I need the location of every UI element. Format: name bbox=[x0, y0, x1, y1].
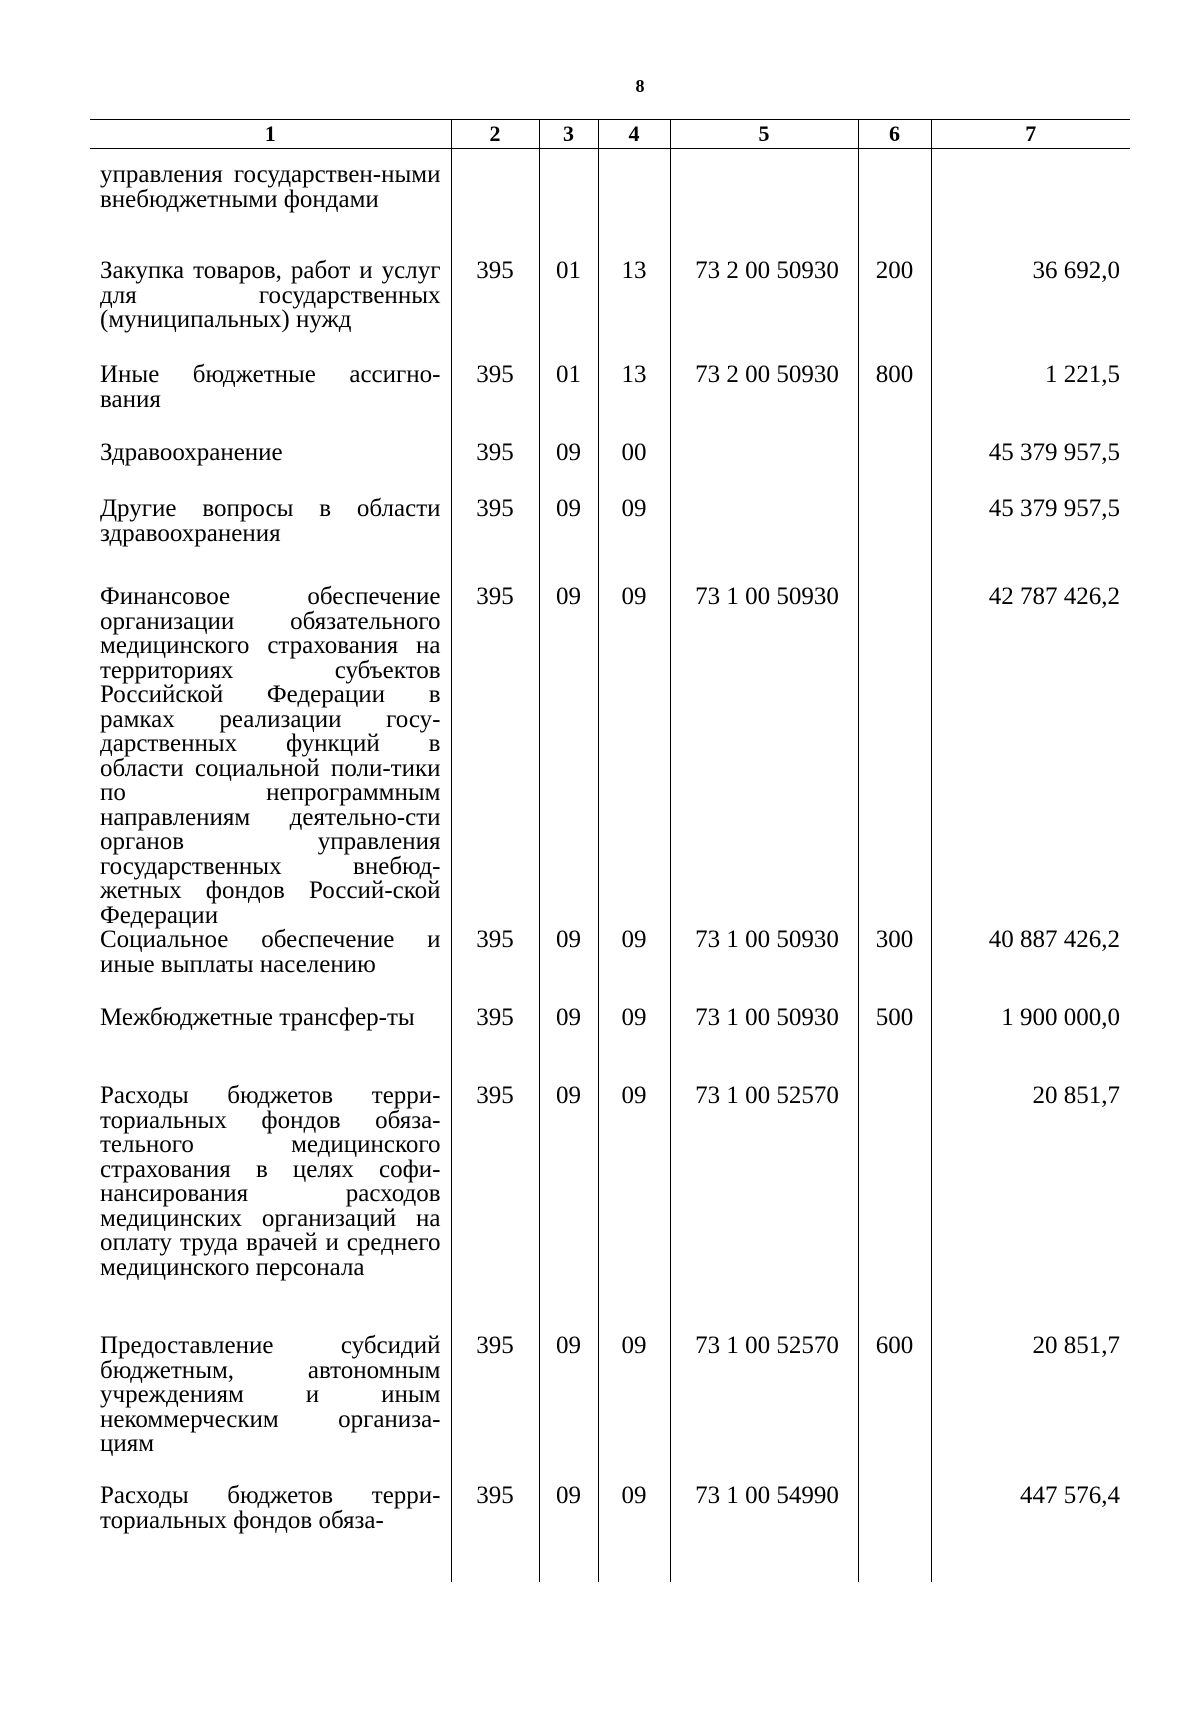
table-row bbox=[90, 928, 1130, 1006]
row-amount: 42 787 426,2 bbox=[931, 585, 1130, 928]
row-admin-code: 395 bbox=[451, 1334, 539, 1484]
row-target-item: 73 1 00 50930 bbox=[670, 1006, 858, 1084]
row-target-item: 73 1 00 52570 bbox=[670, 1084, 858, 1334]
header-col-4: 4 bbox=[598, 120, 670, 149]
header-col-2: 2 bbox=[451, 120, 539, 149]
row-admin-code: 395 bbox=[451, 363, 539, 441]
row-expense-type: 200 bbox=[858, 259, 931, 363]
row-target-item bbox=[670, 497, 858, 585]
row-target-item: 73 1 00 54990 bbox=[670, 1484, 858, 1582]
table-row bbox=[90, 441, 1130, 497]
row-target-item bbox=[670, 441, 858, 497]
row-expense-type bbox=[858, 149, 931, 260]
row-name: Расходы бюджетов терри-ториальных фондов обяза-тельного медицинского страхования в целях софи-нансирования расходов медицинских организаций на оплату труда врачей и среднего медицинского персонала bbox=[100, 1082, 441, 1281]
row-section: 09 bbox=[539, 441, 598, 497]
table-row bbox=[90, 1484, 1130, 1582]
row-subsection: 09 bbox=[598, 497, 670, 585]
row-amount: 20 851,7 bbox=[931, 1084, 1130, 1334]
row-name: Другие вопросы в области здравоохранения bbox=[100, 495, 441, 547]
row-name: Иные бюджетные ассигно-вания bbox=[100, 361, 441, 413]
row-subsection: 09 bbox=[598, 1334, 670, 1484]
row-name: Расходы бюджетов терри-ториальных фондов обяза- bbox=[100, 1482, 441, 1534]
row-name: Финансовое обеспечение организации обязательного медицинского страхования на территориях субъектов Российской Федерации в рамках реализации госу-дарственных функций в области социальной поли-тики по непрограммным направлениям деятельно-сти органов управления государственных внебюд-жетных фондов Россий-ской Федерации bbox=[100, 583, 441, 929]
row-section: 01 bbox=[539, 363, 598, 441]
row-expense-type bbox=[858, 497, 931, 585]
table-row bbox=[90, 585, 1130, 928]
row-name: Межбюджетные трансфер-ты bbox=[100, 1004, 415, 1031]
row-subsection bbox=[598, 149, 670, 260]
row-section bbox=[539, 149, 598, 260]
header-row bbox=[90, 120, 1130, 149]
row-amount: 36 692,0 bbox=[931, 259, 1130, 363]
table-row bbox=[90, 363, 1130, 441]
row-section: 09 bbox=[539, 585, 598, 928]
row-section: 09 bbox=[539, 497, 598, 585]
row-admin-code bbox=[451, 149, 539, 260]
header-col-1: 1 bbox=[90, 120, 451, 149]
row-admin-code: 395 bbox=[451, 1006, 539, 1084]
row-target-item: 73 2 00 50930 bbox=[670, 363, 858, 441]
row-expense-type bbox=[858, 1084, 931, 1334]
row-expense-type: 600 bbox=[858, 1334, 931, 1484]
table-row bbox=[90, 1334, 1130, 1484]
row-amount: 20 851,7 bbox=[931, 1334, 1130, 1484]
row-subsection: 00 bbox=[598, 441, 670, 497]
row-subsection: 09 bbox=[598, 1484, 670, 1582]
row-amount: 1 221,5 bbox=[931, 363, 1130, 441]
row-amount: 45 379 957,5 bbox=[931, 497, 1130, 585]
budget-table bbox=[90, 119, 1130, 1582]
row-target-item: 73 1 00 50930 bbox=[670, 928, 858, 1006]
row-subsection: 09 bbox=[598, 1084, 670, 1334]
row-amount: 45 379 957,5 bbox=[931, 441, 1130, 497]
row-admin-code: 395 bbox=[451, 1084, 539, 1334]
row-name: управления государствен-ными внебюджетными фондами bbox=[100, 161, 441, 213]
row-expense-type bbox=[858, 585, 931, 928]
row-subsection: 09 bbox=[598, 928, 670, 1006]
row-target-item: 73 2 00 50930 bbox=[670, 259, 858, 363]
row-target-item bbox=[670, 149, 858, 260]
row-name: Социальное обеспечение и иные выплаты населению bbox=[100, 926, 441, 978]
row-name: Предоставление субсидий бюджетным, автономным учреждениям и иным некоммерческим организа-циям bbox=[100, 1332, 441, 1457]
table-row bbox=[90, 259, 1130, 363]
row-section: 01 bbox=[539, 259, 598, 363]
row-admin-code: 395 bbox=[451, 1484, 539, 1582]
row-section: 09 bbox=[539, 928, 598, 1006]
row-admin-code: 395 bbox=[451, 497, 539, 585]
page-number: 8 bbox=[635, 76, 645, 96]
row-subsection: 09 bbox=[598, 1006, 670, 1084]
row-name: Закупка товаров, работ и услуг для государственных (муниципальных) нужд bbox=[100, 257, 441, 333]
row-amount: 1 900 000,0 bbox=[931, 1006, 1130, 1084]
row-section: 09 bbox=[539, 1006, 598, 1084]
row-admin-code: 395 bbox=[451, 585, 539, 928]
row-target-item: 73 1 00 52570 bbox=[670, 1334, 858, 1484]
header-col-6: 6 bbox=[858, 120, 931, 149]
table-row bbox=[90, 149, 1130, 260]
row-name: Здравоохранение bbox=[100, 439, 283, 466]
row-admin-code: 395 bbox=[451, 259, 539, 363]
row-amount bbox=[931, 149, 1130, 260]
row-amount: 40 887 426,2 bbox=[931, 928, 1130, 1006]
row-expense-type: 500 bbox=[858, 1006, 931, 1084]
row-section: 09 bbox=[539, 1084, 598, 1334]
row-section: 09 bbox=[539, 1484, 598, 1582]
row-admin-code: 395 bbox=[451, 441, 539, 497]
row-expense-type: 300 bbox=[858, 928, 931, 1006]
header-col-3: 3 bbox=[539, 120, 598, 149]
row-subsection: 09 bbox=[598, 585, 670, 928]
row-target-item: 73 1 00 50930 bbox=[670, 585, 858, 928]
table-row bbox=[90, 1084, 1130, 1334]
row-amount: 447 576,4 bbox=[931, 1484, 1130, 1582]
header-col-5: 5 bbox=[670, 120, 858, 149]
row-subsection: 13 bbox=[598, 259, 670, 363]
header-col-7: 7 bbox=[931, 120, 1130, 149]
row-expense-type bbox=[858, 441, 931, 497]
table-row bbox=[90, 497, 1130, 585]
row-section: 09 bbox=[539, 1334, 598, 1484]
row-subsection: 13 bbox=[598, 363, 670, 441]
table-row bbox=[90, 1006, 1130, 1084]
row-expense-type bbox=[858, 1484, 931, 1582]
row-admin-code: 395 bbox=[451, 928, 539, 1006]
row-expense-type: 800 bbox=[858, 363, 931, 441]
